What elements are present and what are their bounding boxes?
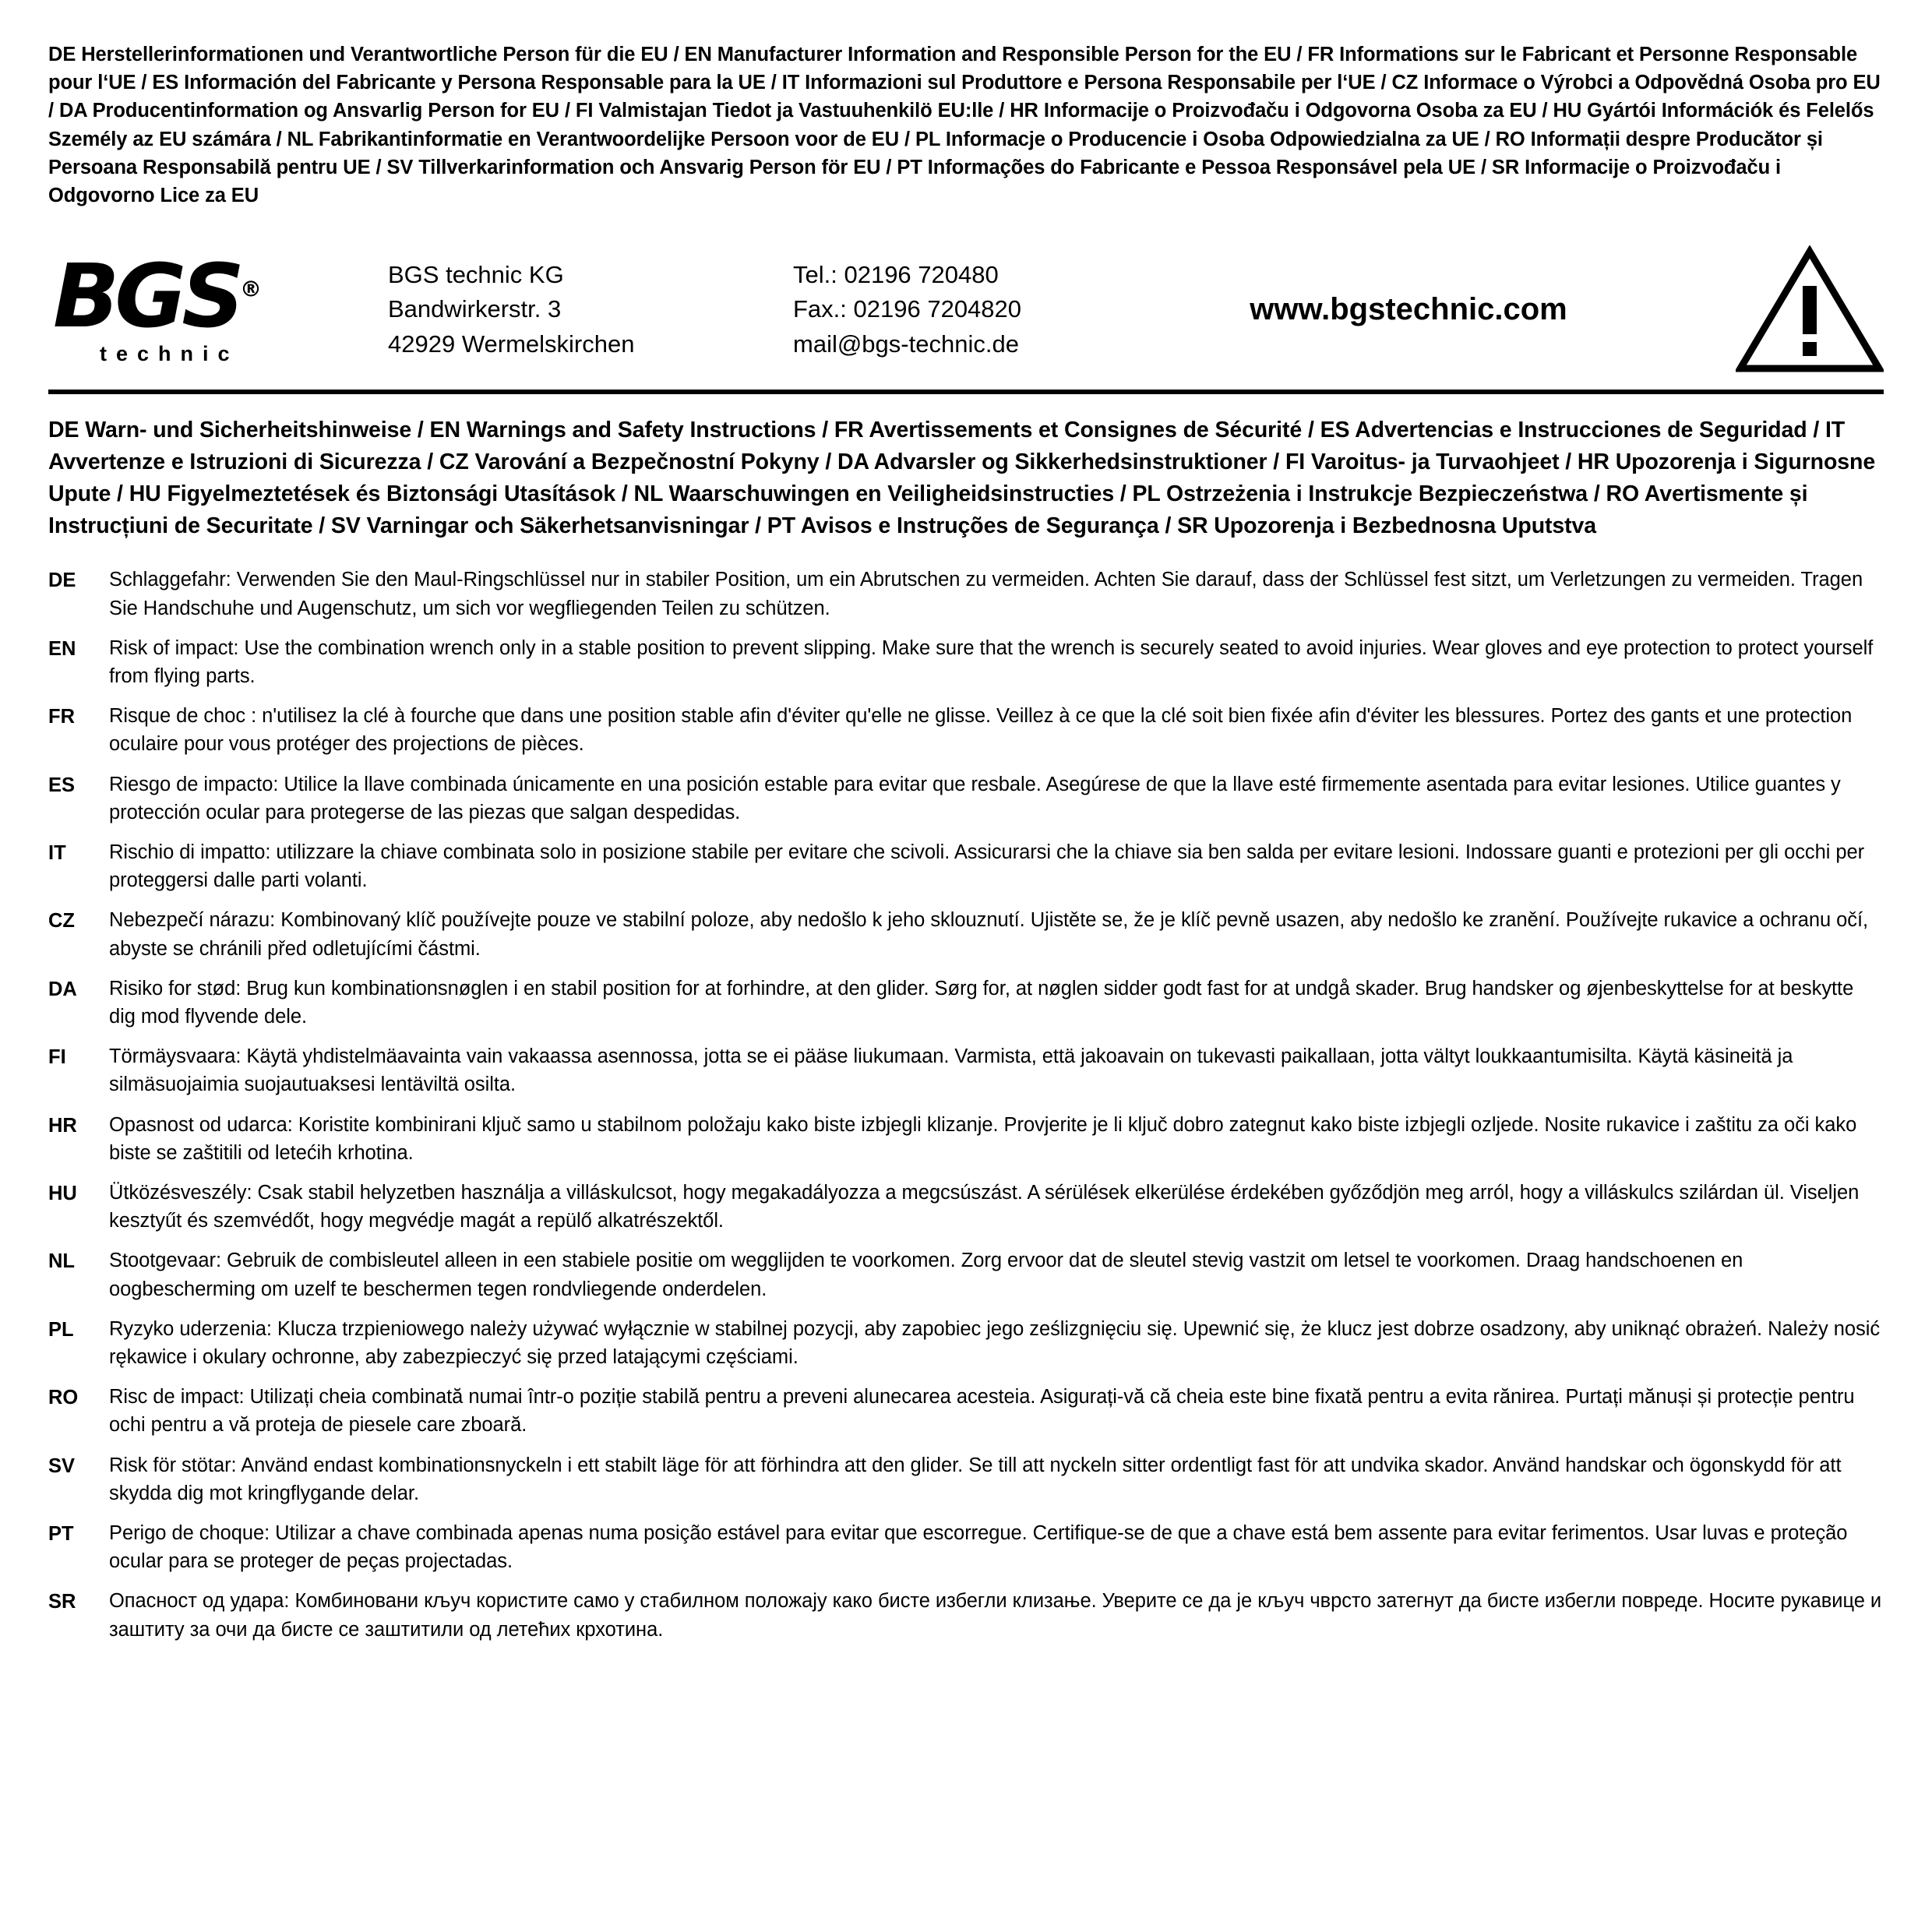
list-item <box>48 1383 1884 1439</box>
language-code: PT <box>48 1523 74 1546</box>
language-code: ES <box>48 774 76 796</box>
language-code: FI <box>48 1046 66 1069</box>
company-telephone: Tel.: 02196 720480 <box>793 260 999 288</box>
language-code: NL <box>48 1250 75 1273</box>
logo-wordmark <box>53 246 388 348</box>
list-item <box>48 1179 1884 1235</box>
language-paragraph: Ütközésveszély: Csak stabil helyzetben használja a villáskulcsot, hogy megakadályozza a megcsúszást. A sérülések elkerülése érdekében győződjön meg arról, hogy a villáskulcs szilárdan ül. Viseljen kesztyűt és szemvédőt, hogy megvédje magát a repülő alkatrészektől. <box>109 1182 1860 1232</box>
bgs-logo <box>48 246 388 366</box>
company-fax: Fax.: 02196 7204820 <box>793 295 1022 323</box>
language-paragraph-list <box>48 566 1884 1644</box>
language-paragraph: Stootgevaar: Gebruik de combisleutel alleen in een stabiele positie om wegglijden te voorkomen. Zorg ervoor dat de sleutel stevig vastzit om letsel te voorkomen. Draag handschoenen en oogbescherming om uzelf te beschermen tegen rondvliegende onderdelen. <box>109 1250 1743 1300</box>
language-paragraph: Risk för stötar: Använd endast kombinationsnyckeln i ett stabilt läge för att förhindra att den glider. Se till att nyckeln sitter ordentligt fast för att undvika skador. Använd handskar och ögonskydd för att skydda dig mot kringflygande delar. <box>109 1454 1842 1504</box>
logo-subtext: technic <box>100 342 239 366</box>
list-item <box>48 906 1884 962</box>
company-name: BGS technic KG <box>388 260 564 288</box>
manufacturer-info-heading: DE Herstellerinformationen und Verantwortliche Person für die EU / EN Manufacturer Information and Responsible Person for the EU / FR Informations sur le Fabricant et Personne Responsable pour l‘UE / ES Información del Fabricante y Persona Responsable para la UE / IT Informazioni sul Produttore e Persona Responsabile per l‘UE / CZ Informace o Výrobci a Odpovědná Osoba pro EU / DA Producentinformation og Ansvarlig Person for EU / FI Valmistajan Tiedot ja Vastuuhenkilö EU:lle / HR Informacije o Proizvođaču i Odgovorna Osoba za EU / HU Gyártói Információk és Felelős Személy az EU számára / NL Fabrikantinformatie en Verantwoordelijke Persoon voor de EU / PL Informacje o Producencie i Osoba Odpowiedzialna za UE / RO Informații despre Producător și Persoana Responsabilă pentru UE / SV Tillverkarinformation och Ansvarig Person för EU / PT Informações do Fabricante e Pessoa Responsável pela UE / SR Informacije o Proizvođaču i Odgovorno Lice za EU <box>48 44 1881 207</box>
list-item <box>48 1315 1884 1371</box>
language-paragraph: Ryzyko uderzenia: Klucza trzpieniowego należy używać wyłącznie w stabilnej pozycji, aby zapobiec jego ześlizgnięciu się. Upewnić się, że klucz jest dobrze osadzony, aby uniknąć obrażeń. Należy nosić rękawice i okulary ochronne, aby zabezpieczyć się przed latającymi częściami. <box>109 1317 1881 1369</box>
language-code: DA <box>48 978 77 1000</box>
language-paragraph: Törmäysvaara: Käytä yhdistelmäavainta vain vakaassa asennossa, jotta se ei pääse liukumaan. Varmista, että jakoavain on tukevasti paikallaan, jotta vältyt loukkaantumisilta. Käytä käsineitä ja silmäsuojaimia suojautuaksesi lentäviltä osilta. <box>109 1045 1793 1096</box>
language-paragraph: Schlaggefahr: Verwenden Sie den Maul-Ringschlüssel nur in stabiler Position, um ein Abrutschen zu vermeiden. Achten Sie darauf, dass der Schlüssel fest sitzt, um Verletzungen zu vermeiden. Tragen Sie Handschuhe und Augenschutz, um sich vor wegfliegenden Teilen zu schützen. <box>109 569 1863 619</box>
language-paragraph: Opasnost od udarca: Koristite kombinirani ključ samo u stabilnom položaju kako biste izbjegli klizanje. Provjerite je li ključ dobro zategnut kako biste izbjegli ozljede. Nosite rukavice i zaštitu za oči kako biste se zaštitili od letećih krhotina. <box>109 1113 1857 1164</box>
language-code: IT <box>48 841 66 864</box>
language-code: SV <box>48 1454 76 1477</box>
language-paragraph: Risk of impact: Use the combination wrench only in a stable position to prevent slipping. Make sure that the wrench is securely seated to avoid injuries. Wear gloves and eye protection to protect yourself from flying parts. <box>109 636 1874 687</box>
language-paragraph: Nebezpečí nárazu: Kombinovaný klíč používejte pouze ve stabilní poloze, aby nedošlo k jeho sklouznutí. Ujistěte se, že je klíč pevně usazen, aby nedošlo ke zranění. Používejte rukavice a ochranu očí, abyste se chránili před odletujícími částmi. <box>109 909 1869 960</box>
warning-triangle-icon <box>1728 245 1884 374</box>
language-paragraph: Perigo de choque: Utilizar a chave combinada apenas numa posição estável para evitar que escorregue. Certifique-se de que a chave está bem assente para evitar ferimentos. Usar luvas e proteção ocular para se proteger de peças projectadas. <box>109 1522 1848 1573</box>
language-paragraph: Опасност од удара: Комбиновани кључ користите само у стабилном положају како бисте избегли клизање. Уверите се да је кључ чврсто затегнут да бисте избегли повреде. Носите рукавице и заштиту за очи да бисте се заштитили од летећих крхотина. <box>109 1590 1882 1641</box>
language-code: EN <box>48 637 76 660</box>
language-paragraph: Risc de impact: Utilizați cheia combinată numai într-o poziție stabilă pentru a preveni alunecarea acesteia. Asigurați-vă că cheia este bine fixată pentru a evita rănirea. Purtați mănuși și protecție pentru ochi pentru a vă proteja de piesele care zboară. <box>109 1386 1855 1437</box>
list-item <box>48 1587 1884 1643</box>
language-paragraph: Risiko for stød: Brug kun kombinationsnøglen i en stabil position for at forhindre, at den glider. Sørg for, at nøglen sidder godt fast for at undgå skader. Brug handsker og øjenbeskyttelse for at beskytte dig mod flyvende dele. <box>109 977 1854 1028</box>
list-item <box>48 838 1884 894</box>
language-code: SR <box>48 1591 76 1613</box>
language-code: HU <box>48 1183 77 1204</box>
list-item <box>48 770 1884 827</box>
list-item <box>48 975 1884 1031</box>
registered-trademark-icon: ® <box>239 276 262 302</box>
language-code: FR <box>48 706 75 728</box>
list-item <box>48 1042 1884 1098</box>
list-item <box>48 634 1884 690</box>
language-paragraph: Riesgo de impacto: Utilice la llave combinada únicamente en una posición estable para evitar que resbale. Asegúrese de que la llave esté firmemente asentada para evitar lesiones. Utilice guantes y protección ocular para protegerse de las piezas que salgan despedidas. <box>109 773 1841 823</box>
language-code: CZ <box>48 910 75 933</box>
list-item <box>48 1111 1884 1167</box>
language-code: RO <box>48 1387 79 1409</box>
language-code: PL <box>48 1318 74 1341</box>
list-item <box>48 702 1884 758</box>
language-paragraph: Risque de choc : n'utilisez la clé à fourche que dans une position stable afin d'éviter qu'elle ne glisse. Veillez à ce que la clé soit bien fixée afin d'éviter les blessures. Portez des gants et une protection oculaire pour vous protéger des projections de pièces. <box>109 705 1853 756</box>
list-item <box>48 1451 1884 1507</box>
company-website: www.bgstechnic.com <box>1250 292 1567 327</box>
language-paragraph: Rischio di impatto: utilizzare la chiave combinata solo in posizione stabile per evitare che scivoli. Assicurarsi che la chiave sia ben salda per evitare lesioni. Indossare guanti e protezioni per gli occhi per proteggersi dalle parti volanti. <box>109 841 1865 892</box>
company-street: Bandwirkerstr. 3 <box>388 295 562 323</box>
list-item <box>48 1246 1884 1303</box>
language-code: DE <box>48 569 76 592</box>
list-item <box>48 1519 1884 1575</box>
company-address <box>388 258 793 362</box>
logo-text: BGS <box>53 246 240 348</box>
list-item <box>48 566 1884 622</box>
company-city: 42929 Wermelskirchen <box>388 330 635 358</box>
warnings-safety-heading: DE Warn- und Sicherheitshinweise / EN Warnings and Safety Instructions / FR Avertissements et Consignes de Sécurité / ES Advertencias e Instrucciones de Seguridad / IT Avvertenze e Istruzioni di Sicurezza / CZ Varování a Bezpečnostní Pokyny / DA Advarsler og Sikkerhedsinstruktioner / FI Varoitus- ja Turvaohjeet / HR Upozorenja i Sigurnosne Upute / HU Figyelmeztetések és Biztonsági Utasítások / NL Waarschuwingen en Veiligheidsinstructies / PL Ostrzeżenia i Instrukcje Bezpieczeństwa / RO Avertismente și Instrucțiuni de Securitate / SV Varningar och Säkerhetsanvisningar / PT Avisos e Instruções de Segurança / SR Upozorenja i Bezbednosna Uputstva <box>48 418 1876 539</box>
language-code: HR <box>48 1114 77 1137</box>
company-information-band <box>48 230 1884 394</box>
company-contact <box>793 258 1159 362</box>
company-email: mail@bgs-technic.de <box>793 330 1019 358</box>
